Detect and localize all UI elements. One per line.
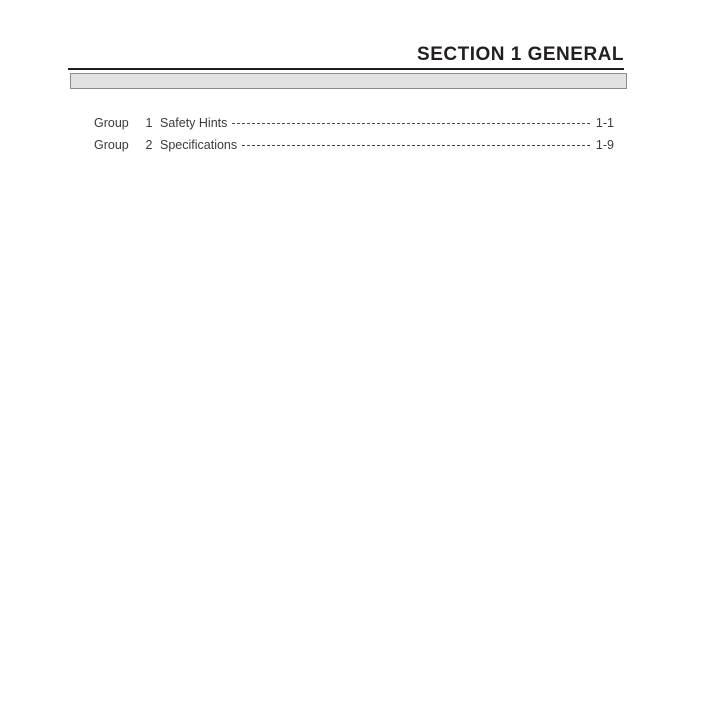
- title-underline-rule: [68, 68, 624, 70]
- table-of-contents: [94, 116, 614, 160]
- toc-leader-dots: [232, 122, 590, 124]
- toc-entry-title: Safety Hints: [160, 116, 228, 130]
- toc-leader-dots: [242, 144, 590, 146]
- page-title: SECTION 1 GENERAL: [417, 44, 624, 65]
- toc-entry[interactable]: [94, 138, 614, 160]
- toc-entry-group-number: 1: [145, 116, 153, 130]
- toc-entry-page: 1-9: [595, 138, 614, 152]
- toc-entry-title: Specifications: [160, 138, 238, 152]
- header-banner-bar: [70, 73, 627, 89]
- toc-entry-group-number: 2: [145, 138, 153, 152]
- toc-entry-page: 1-1: [595, 116, 614, 130]
- toc-entry[interactable]: [94, 116, 614, 138]
- toc-entry-group-label: Group: [94, 138, 129, 152]
- toc-entry-group-label: Group: [94, 116, 129, 130]
